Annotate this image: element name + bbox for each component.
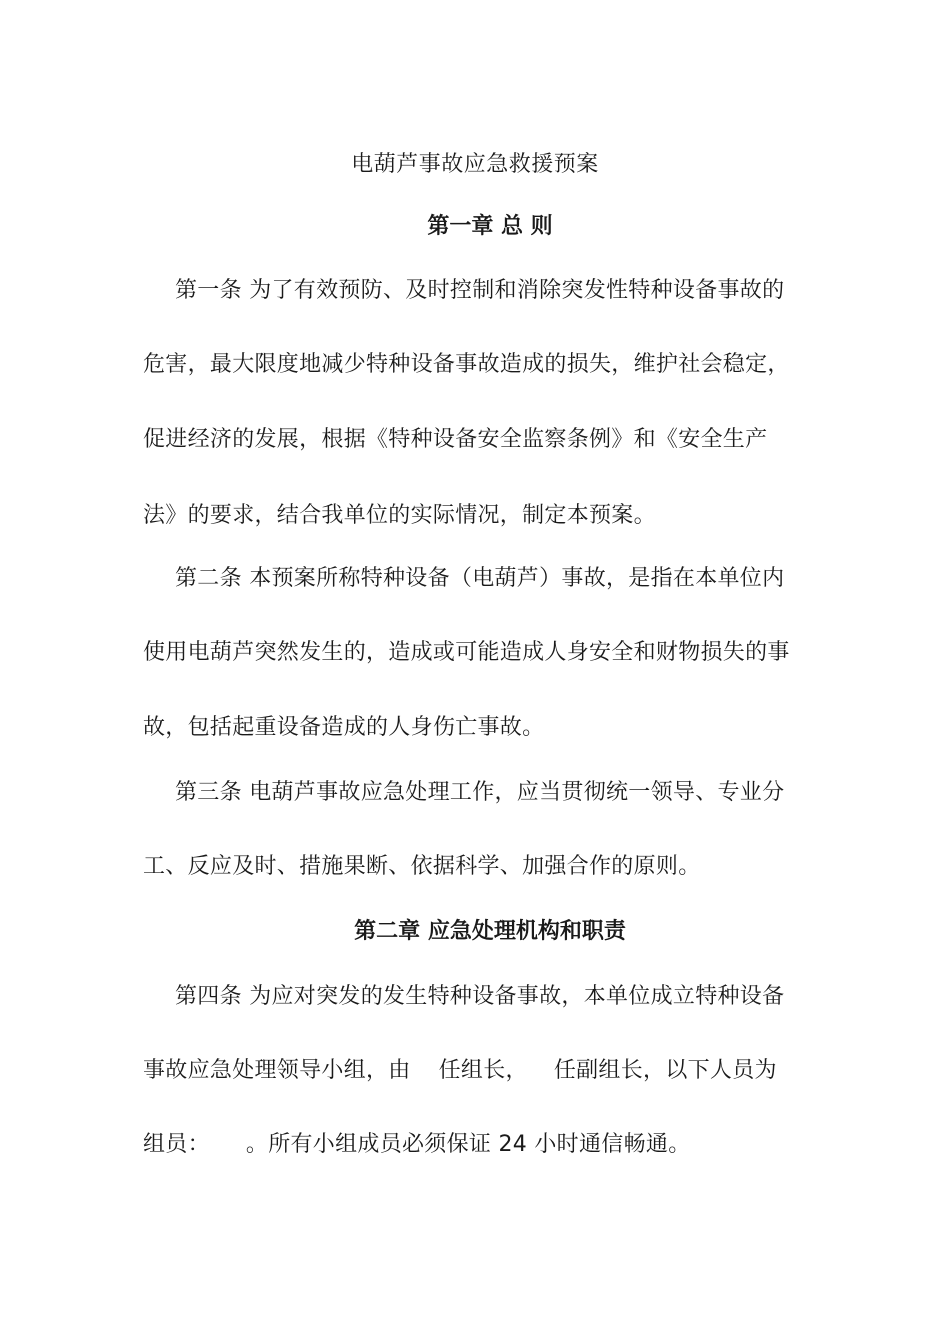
article-2-line-2: 使用电葫芦突然发生的，造成或可能造成人身安全和财物损失的事 (143, 640, 790, 665)
article-4-line-2-part-3: 任副组长，以下人员为 (553, 1058, 777, 1083)
article-1-line-3: 促进经济的发展，根据《特种设备安全监察条例》和《安全生产 (143, 427, 768, 452)
article-2-line-1: 第二条 本预案所称特种设备（电葫芦）事故，是指在本单位内 (175, 566, 785, 591)
article-4-line-3-part-1: 组员： (143, 1132, 210, 1157)
article-1-line-1: 第一条 为了有效预防、及时控制和消除突发性特种设备事故的 (175, 278, 785, 303)
article-4-line-2 (143, 1056, 803, 1086)
article-1-line-2: 危害，最大限度地减少特种设备事故造成的损失，维护社会稳定， (143, 352, 790, 377)
chapter-2-heading: 第二章 应急处理机构和职责 (354, 919, 626, 944)
article-4-line-2-part-1: 事故应急处理领导小组，由 (143, 1058, 411, 1083)
article-3-line-1: 第三条 电葫芦事故应急处理工作，应当贯彻统一领导、专业分 (175, 780, 785, 805)
article-4-line-1: 第四条 为应对突发的发生特种设备事故，本单位成立特种设备 (175, 984, 785, 1009)
article-4-line-2-part-2: 任组长， (438, 1058, 528, 1083)
article-4-line-3-part-2: 。所有小组成员必须保证 24 小时通信畅通。 (245, 1132, 691, 1157)
document-title: 电葫芦事故应急救援预案 (351, 152, 599, 177)
article-3-line-2: 工、反应及时、措施果断、依据科学、加强合作的原则。 (143, 854, 701, 879)
article-2-line-3: 故，包括起重设备造成的人身伤亡事故。 (143, 715, 545, 740)
article-1-line-4: 法》的要求，结合我单位的实际情况，制定本预案。 (143, 503, 656, 528)
chapter-1-heading: 第一章 总 则 (427, 214, 553, 239)
article-4-line-3 (143, 1130, 803, 1160)
